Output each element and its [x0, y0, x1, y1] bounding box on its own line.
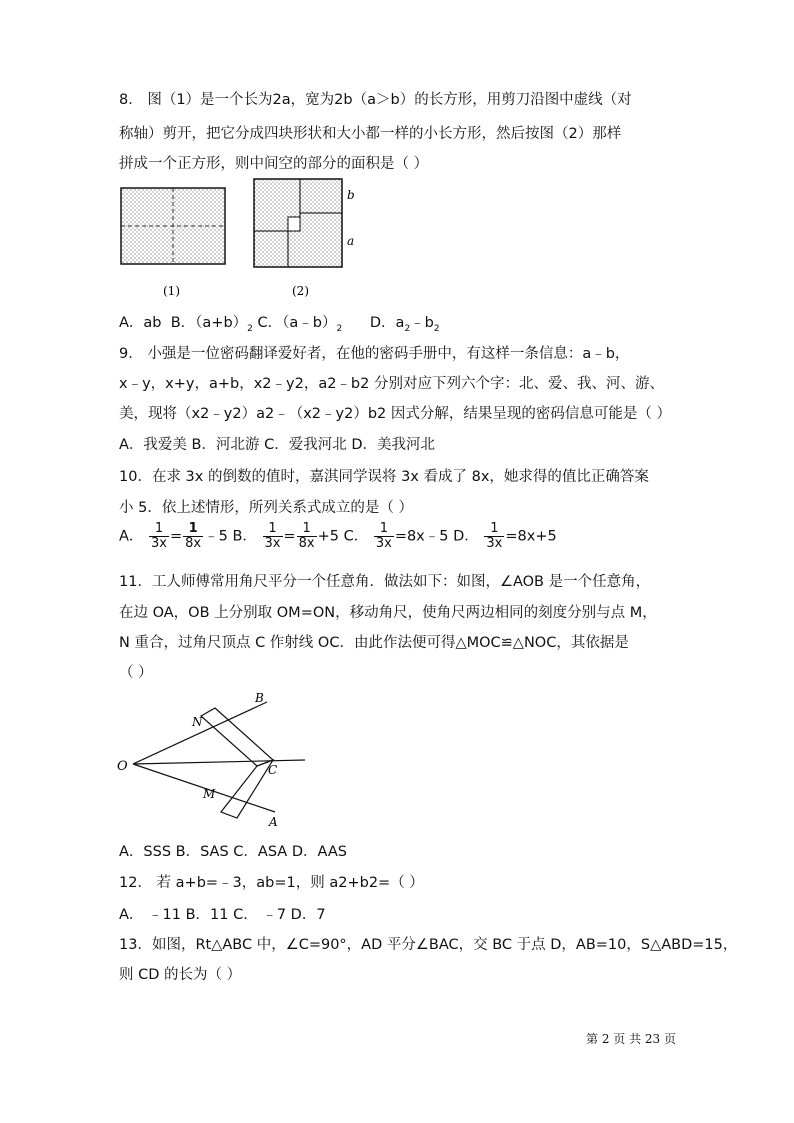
q8-figure-1	[118, 185, 230, 300]
q10-line1: 10．在求 3x 的倒数的值时，嘉淇同学误将 3x 看成了 8x，她求得的值比正确答案	[119, 469, 649, 485]
fraction-1-8x: $\frac{1}{8x}$	[298, 521, 315, 551]
label-c: C	[268, 763, 278, 777]
q8-option-d: D．a	[369, 315, 405, 331]
q8-line1: 8． 图（1）是一个长为2a，宽为2b（a＞b）的长方形，用剪刀沿图中虚线（对	[119, 92, 632, 108]
fraction-1-3x: $\frac{1}{3x}$	[264, 521, 281, 551]
q12-line1: 12． 若 a+b=﹣3，ab=1，则 a2+b2=（ ）	[119, 875, 424, 891]
q13-line2: 则 CD 的长为（ ）	[119, 967, 242, 983]
q11-line3: N 重合，过角尺顶点 C 作射线 OC．由此作法便可得△MOC≌△NOC，其依据是	[119, 635, 629, 651]
q8-line3: 拼成一个正方形，则中间空的部分的面积是（ ）	[119, 156, 429, 172]
fig2-label-b: b	[347, 188, 355, 202]
fraction-1-3x: $\frac{1}{3x}$	[375, 521, 392, 551]
label-a: A	[269, 815, 278, 828]
q9-line2: x﹣y，x+y，a+b，x2﹣y2，a2﹣b2 分别对应下列六个字：北、爱、我、河、游、	[119, 376, 664, 392]
label-n: N	[192, 715, 203, 729]
fig2-caption: (2)	[292, 284, 309, 298]
q11-line1: 11．工人师傅常用角尺平分一个任意角．做法如下：如图，∠AOB 是一个任意角，	[119, 574, 651, 590]
q11-line4: （ ）	[119, 665, 153, 681]
fraction-1-3x: $\frac{1}{3x}$	[151, 521, 167, 551]
q11-angle-figure	[115, 688, 315, 828]
label-b: B	[255, 691, 264, 705]
q9-line3: 美，现将（x2﹣y2）a2﹣（x2﹣y2）b2 因式分解，结果呈现的密码信息可能是（ ）	[119, 406, 671, 422]
q11-line2: 在边 OA，OB 上分别取 OM=ON，移动角尺，使角尺两边相同的刻度分别与点 M，	[119, 605, 657, 621]
q8-option-b: B．（a+b）	[170, 315, 248, 331]
fraction-1-8x: $\frac{1}{8x}$	[185, 521, 202, 551]
q8-option-c: C．（a﹣b）	[257, 315, 337, 331]
q10-line2: 小 5．依上述情形，所列关系式成立的是（ ）	[119, 500, 413, 516]
label-o: O	[117, 759, 128, 774]
q11-options: A．SSS B．SAS C．ASA D．AAS	[119, 844, 347, 860]
q8-option-a: A．ab	[119, 315, 162, 331]
q8-figure-2	[250, 175, 360, 300]
page-footer: 第 2 页 共 23 页	[586, 1032, 676, 1046]
q8-line2: 称轴）剪开，把它分成四块形状和大小都一样的小长方形，然后按图（2）那样	[119, 126, 622, 142]
q13-line1: 13．如图，Rt△ABC 中，∠C=90°，AD 平分∠BAC，交 BC 于点 D，AB=10，S△ABD=15，	[119, 937, 738, 953]
fig1-caption: (1)	[163, 284, 180, 298]
q9-options: A．我爱美 B．河北游 C．爱我河北 D．美我河北	[119, 437, 435, 453]
fraction-1-3x: $\frac{1}{3x}$	[486, 521, 503, 551]
q10-options: A． $\frac{1}{3x}$ = $\frac{1}{8x}$ ﹣5 B． $\frac{1}{3x}$ = $\frac{1}{8x}$ +5 C． $\frac{1}{3x}$ =8x﹣5 D． $\frac{1}{3x}$ =8x+5	[119, 521, 557, 551]
fig2-label-a: a	[347, 234, 355, 248]
q12-options: A． ﹣11 B．11 C． ﹣7 D．7	[119, 907, 326, 923]
label-m: M	[203, 787, 216, 801]
q9-line1: 9． 小强是一位密码翻译爱好者，在他的密码手册中，有这样一条信息：a﹣b，	[119, 346, 630, 362]
q8-options: A．ab B．$(a+b)_2$ C．$(a﹣b)_2$ D．$a_2﹣b_2$	[119, 315, 440, 334]
